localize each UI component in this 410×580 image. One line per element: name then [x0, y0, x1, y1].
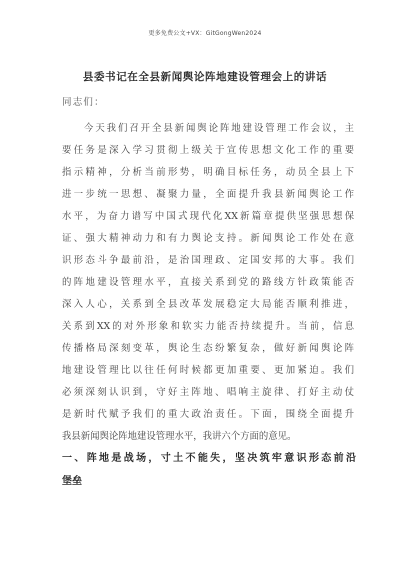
paragraph-line: 进一步统一思想、凝聚力量，全面提升我县新闻舆论工作	[62, 189, 354, 200]
paragraph-line: 今天我们召开全县新闻舆论阵地建设管理工作会议，主	[84, 123, 354, 134]
paragraph-line: 深入人心，关系到全县改革发展稳定大局能否顺利推进，	[62, 299, 354, 310]
paragraph-line: 证、强大精神动力和有力舆论支持。新闻舆论工作处在意	[62, 233, 354, 244]
paragraph-line: 关系到XX的对外形象和软实力能否持续提升。当前，信息	[62, 321, 354, 332]
paragraph-line: 要任务是深入学习贯彻上级关于宣传思想文化工作的重要	[62, 145, 354, 156]
paragraph-line: 我县新闻舆论阵地建设管理水平，我讲六个方面的意见。	[62, 431, 297, 442]
paragraph-line: 识形态斗争最前沿，是治国理政、定国安邦的大事。我们	[62, 255, 354, 266]
paragraph-line: 必须深刻认识到，守好主阵地、唱响主旋律、打好主动仗	[62, 387, 354, 398]
paragraph-line: 传播格局深刻变革，舆论生态纷繁复杂，做好新闻舆论阵	[62, 343, 354, 354]
paragraph-line: 地建设管理比以往任何时候都更加重要、更加紧迫。我们	[62, 365, 354, 376]
header-note: 更多免费公文+VX：GitGongWen2024	[148, 30, 262, 37]
speech-title: 县委书记在全县新闻舆论阵地建设管理会上的讲话	[82, 71, 328, 83]
paragraph-line: 的阵地建设管理水平，直接关系到党的路线方针政策能否	[62, 277, 354, 288]
paragraph-line: 水平，为奋力谱写中国式现代化XX新篇章提供坚强思想保	[62, 211, 354, 222]
paragraph-line: 指示精神，分析当前形势，明确目标任务，动员全县上下	[62, 167, 354, 178]
paragraph-line: 是新时代赋予我们的重大政治责任。下面，围绕全面提升	[62, 409, 354, 420]
section-heading-line: 一、阵地是战场，寸土不能失，坚决筑牢意识形态前沿	[62, 453, 356, 464]
section-heading-line: 堡垒	[62, 476, 82, 487]
salutation: 同志们：	[62, 97, 105, 108]
